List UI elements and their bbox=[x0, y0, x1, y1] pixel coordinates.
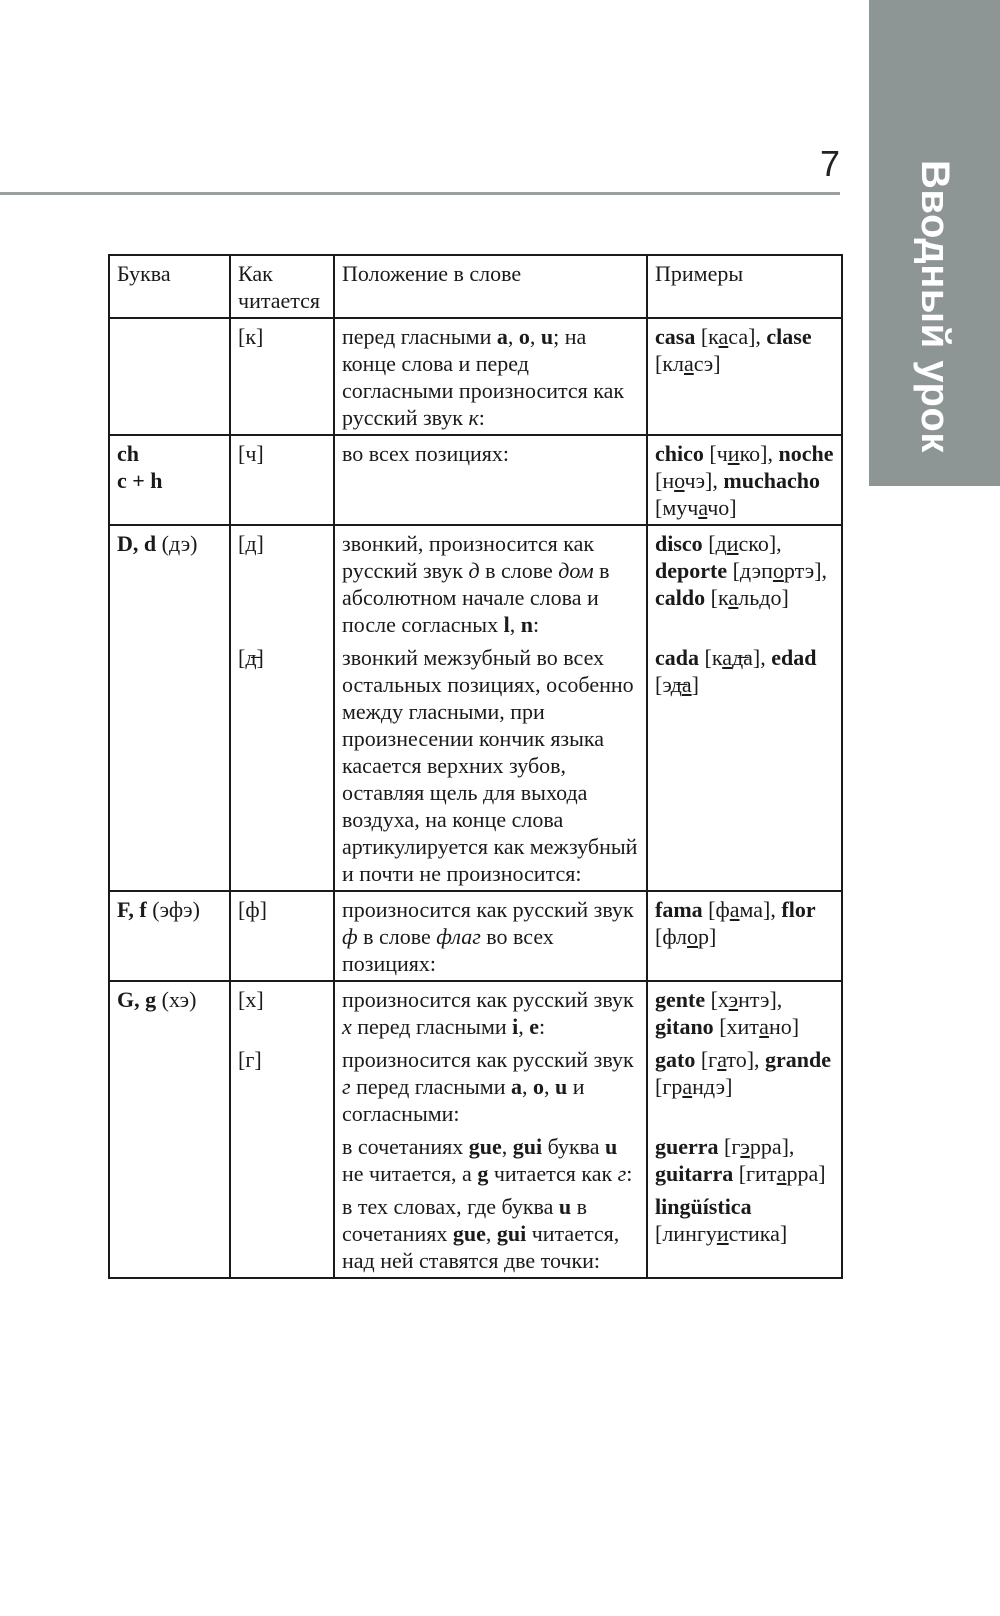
cell-reading-line: [д̶] bbox=[238, 645, 264, 670]
cell-position bbox=[334, 981, 647, 1278]
cell-reading-line: [ч] bbox=[238, 441, 264, 466]
cell-reading bbox=[230, 435, 334, 525]
cell-position bbox=[334, 318, 647, 435]
header-reading: Как читается bbox=[230, 255, 334, 318]
cell-position bbox=[334, 435, 647, 525]
cell-reading-line: [ф] bbox=[238, 897, 267, 922]
cell-letter bbox=[109, 318, 230, 435]
cell-position-line: произносится как русский звук ф в слове флаг во всех позициях: bbox=[342, 897, 634, 976]
cell-reading bbox=[230, 981, 334, 1278]
cell-position-line: во всех позициях: bbox=[342, 441, 510, 466]
cell-examples-line: lingüística [лингуистика] bbox=[655, 1194, 788, 1246]
header-position: Положение в слове bbox=[334, 255, 647, 318]
cell-reading-line: [г] bbox=[238, 1047, 262, 1072]
cell-position-line: произносится как русский звук г перед гласными a, o, u и согласными: bbox=[342, 1047, 634, 1126]
cell-position bbox=[334, 891, 647, 981]
cell-examples bbox=[647, 318, 842, 435]
cell-position-line: звонкий, произносится как русский звук д в слове дом в абсолютном начале слова и после согласных l, n: bbox=[342, 531, 610, 637]
table-row bbox=[109, 891, 842, 981]
section-tab-label: Вводный урок bbox=[913, 160, 957, 453]
cell-position-line: перед гласными a, o, u; на конце слова и перед согласными произносится как русский звук к: bbox=[342, 324, 625, 430]
cell-examples-line: chico [чико], noche [ночэ], muchacho [мучачо] bbox=[655, 441, 834, 520]
cell-reading bbox=[230, 525, 334, 891]
cell-examples-line: guerra [гэрра], guitarra [гитарра] bbox=[655, 1134, 826, 1186]
table-row bbox=[109, 318, 842, 435]
header-examples: Примеры bbox=[647, 255, 842, 318]
cell-letter bbox=[109, 891, 230, 981]
cell-letter bbox=[109, 981, 230, 1278]
header-letter: Буква bbox=[109, 255, 230, 318]
cell-letter-line: G, g (хэ) bbox=[117, 987, 197, 1012]
cell-position bbox=[334, 525, 647, 891]
cell-examples-line: casa [каса], clase [класэ] bbox=[655, 324, 812, 376]
cell-letter bbox=[109, 525, 230, 891]
cell-letter-line: D, d (дэ) bbox=[117, 531, 198, 556]
cell-examples bbox=[647, 435, 842, 525]
cell-position-line: произносится как русский звук х перед гласными i, e: bbox=[342, 987, 634, 1039]
cell-examples-line: disco [диско], deporte [дэпортэ], caldo [кальдо] bbox=[655, 531, 828, 610]
section-tab bbox=[869, 0, 1000, 486]
cell-reading-line: [д] bbox=[238, 531, 264, 556]
cell-reading bbox=[230, 318, 334, 435]
pronunciation-table bbox=[108, 254, 843, 1279]
cell-examples-line: fama [фама], flor [флор] bbox=[655, 897, 816, 949]
cell-reading-line: [к] bbox=[238, 324, 264, 349]
table-row bbox=[109, 981, 842, 1278]
cell-position-line: в тех словах, где буква u в сочетаниях gue, gui читается, над ней ставятся две точки: bbox=[342, 1194, 620, 1273]
cell-examples bbox=[647, 891, 842, 981]
table-row bbox=[109, 525, 842, 891]
cell-examples bbox=[647, 525, 842, 891]
cell-letter bbox=[109, 435, 230, 525]
table-header-row bbox=[109, 255, 842, 318]
table-row bbox=[109, 435, 842, 525]
header-rule bbox=[0, 192, 840, 195]
cell-position-line: в сочетаниях gue, gui буква u не читается, а g читается как г: bbox=[342, 1134, 633, 1186]
cell-letter-line: F, f (эфэ) bbox=[117, 897, 200, 922]
cell-position-line: звонкий межзубный во всех остальных позициях, особенно между гласными, при произнесении кончик языка касается верхних зубов, оставляя щель для выхода воздуха, на конце слова артикулируется как межзубный и почти не произносится: bbox=[342, 645, 638, 886]
cell-examples-line: cada [кад̶а], edad [эд̶а] bbox=[655, 645, 817, 697]
page-number: 7 bbox=[819, 143, 841, 184]
cell-examples bbox=[647, 981, 842, 1278]
cell-letter-line: ch c + h bbox=[117, 441, 163, 493]
cell-examples-line: gato [гато], grande [грандэ] bbox=[655, 1047, 832, 1099]
cell-reading-line: [х] bbox=[238, 987, 264, 1012]
cell-reading bbox=[230, 891, 334, 981]
cell-examples-line: gente [хэнтэ], gitano [хитано] bbox=[655, 987, 800, 1039]
